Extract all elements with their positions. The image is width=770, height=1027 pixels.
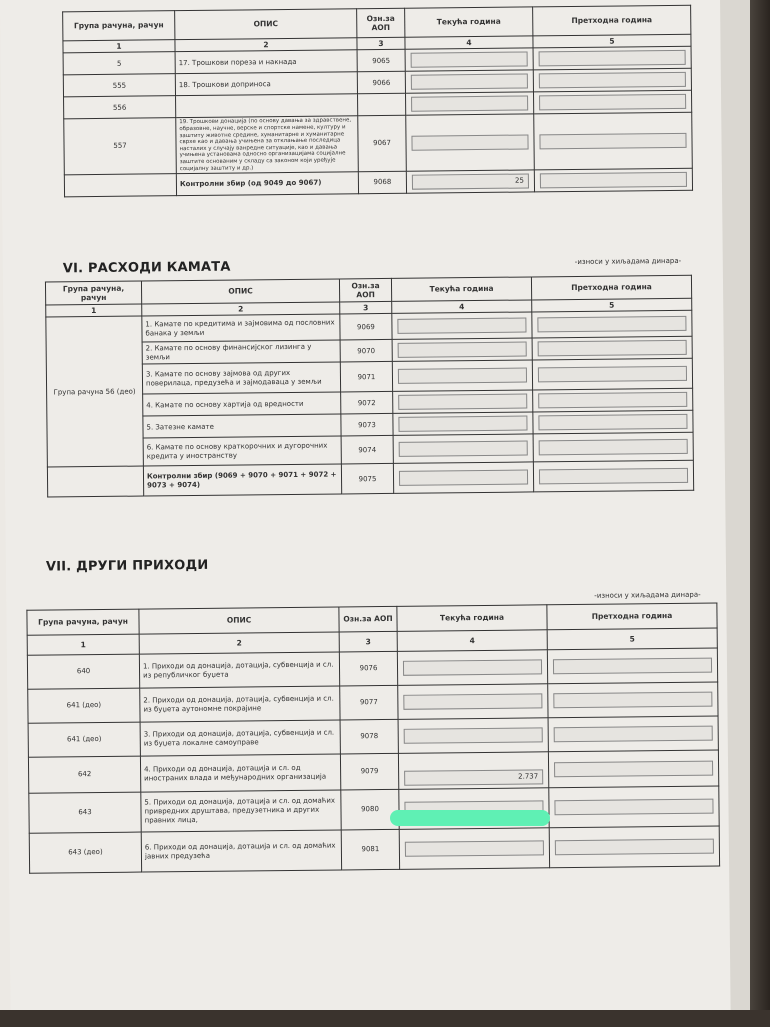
previous-year-input[interactable] <box>537 316 686 333</box>
current-year-input[interactable] <box>398 368 527 384</box>
previous-year-input[interactable] <box>539 439 688 456</box>
header-aop: Озн.за АОП <box>357 8 405 38</box>
colnum: 2 <box>175 38 357 52</box>
desc-cell: 19. Трошкови донација (по основу давања за здравствене, образовне, научне, верске и спортске намене, културу и заштиту животне средине, хуманитарне и хуманитарне сврхе као и давања учињена за отклањање последица насталих у случају ванредне ситуације, као и давања учињена установама односно организацијама социјалне заштите основаним у складу са законом који уређује социјалну заштиту и др.) <box>176 116 359 174</box>
colnum: 5 <box>532 298 692 312</box>
current-year-input[interactable] <box>399 470 528 486</box>
aop-cell: 9080 <box>341 789 399 830</box>
header-previous: Претходна година <box>547 603 717 630</box>
group-cell: 557 <box>64 118 177 175</box>
group-cell <box>47 466 143 497</box>
aop-cell: 9068 <box>358 171 406 194</box>
aop-cell: 9078 <box>340 719 398 754</box>
group-cell: 641 (део) <box>28 688 140 723</box>
previous-year-input[interactable] <box>539 94 686 111</box>
desc-cell: 6. Камате по основу краткорочних и дугорочних кредита у иностранству <box>143 436 341 466</box>
colnum: 5 <box>547 628 717 650</box>
desc-cell: 6. Приходи од донација, дотација и сл. од домаћих јавних предузећа <box>141 830 341 872</box>
current-year-input[interactable] <box>405 840 544 856</box>
table-surface <box>0 1010 770 1027</box>
header-group: Група рачуна, рачун <box>27 609 139 635</box>
group-cell: Група рачуна 56 (део) <box>46 316 144 467</box>
desc-cell: 17. Трошкови пореза и накнада <box>175 50 357 74</box>
table-row <box>29 826 719 873</box>
colnum: 3 <box>340 301 392 314</box>
group-cell: 5 <box>63 52 175 75</box>
group-cell: 643 <box>29 792 141 833</box>
desc-cell: 3. Камате по основу зајмова од других поверилаца, предузећа и зајмодаваца у земљи <box>142 362 340 394</box>
colnum: 3 <box>339 631 397 652</box>
previous-year-input[interactable] <box>554 761 713 778</box>
current-year-input[interactable] <box>411 135 528 151</box>
previous-year-input[interactable] <box>539 72 686 89</box>
desc-cell: 3. Приходи од донација, дотација, субвенција и сл. из буџета локалне самоуправе <box>140 720 340 756</box>
colnum: 1 <box>46 304 142 317</box>
highlight-redaction <box>390 810 550 826</box>
colnum: 3 <box>357 37 405 50</box>
current-year-input[interactable]: 2.737 <box>404 769 543 785</box>
desc-cell: 1. Камате по кредитима и зајмовима од пословних банака у земљи <box>142 314 340 342</box>
desc-cell: 4. Камате по основу хартија од вредности <box>143 392 341 416</box>
aop-cell: 9065 <box>357 50 405 73</box>
aop-cell: 9070 <box>340 340 392 363</box>
previous-year-input[interactable] <box>538 392 687 409</box>
aop-cell: 9074 <box>341 436 393 465</box>
header-desc: ОПИС <box>175 9 357 40</box>
current-year-input[interactable] <box>404 727 543 743</box>
section-v-table <box>62 5 693 198</box>
previous-year-input[interactable] <box>539 133 686 150</box>
section-vi-table <box>45 275 694 498</box>
aop-cell: 9073 <box>341 414 393 437</box>
colnum: 2 <box>139 632 339 654</box>
section-vii-unit-note: -износи у хиљадама динара- <box>594 590 701 600</box>
header-aop: Озн.за АОП <box>339 606 397 632</box>
current-year-input[interactable] <box>411 96 528 112</box>
colnum: 4 <box>392 300 532 314</box>
previous-year-input[interactable] <box>540 172 687 189</box>
previous-year-input[interactable] <box>554 726 713 743</box>
current-year-input[interactable] <box>399 441 528 457</box>
current-year-input[interactable] <box>403 659 542 675</box>
header-previous: Претходна година <box>531 275 691 300</box>
current-year-input[interactable] <box>397 318 526 334</box>
aop-cell: 9066 <box>357 72 405 95</box>
group-cell: 555 <box>63 74 175 97</box>
control-sum-label: Контролни збир (од 9049 до 9067) <box>176 172 358 196</box>
current-year-input[interactable] <box>411 74 528 90</box>
desc-cell: 5. Приходи од донација, дотација и сл. од домаћих привредних друштава, предузетника и других правних лица, <box>141 790 341 832</box>
desc-cell <box>176 94 358 118</box>
desc-cell: 5. Затезне камате <box>143 414 341 438</box>
aop-cell: 9071 <box>340 362 392 393</box>
section-vii-table <box>26 603 720 874</box>
previous-year-input[interactable] <box>553 658 712 675</box>
current-year-input[interactable] <box>398 416 527 432</box>
header-group: Група рачуна, рачун <box>63 11 175 41</box>
header-desc: ОПИС <box>141 279 339 304</box>
aop-cell: 9069 <box>340 314 392 341</box>
header-desc: ОПИС <box>139 607 339 634</box>
current-year-input[interactable] <box>398 342 527 358</box>
desc-cell: 18. Трошкови доприноса <box>175 72 357 96</box>
current-year-input[interactable]: 25 <box>412 174 529 190</box>
group-cell: 640 <box>27 654 139 689</box>
header-group: Група рачуна, рачун <box>45 281 141 305</box>
desc-cell: 2. Камате по основу финансијског лизинга у земљи <box>142 340 340 364</box>
previous-year-input[interactable] <box>555 839 714 856</box>
current-year-input[interactable] <box>398 394 527 410</box>
header-previous: Претходна година <box>533 5 691 36</box>
section-vi-unit-note: -износи у хиљадама динара- <box>574 256 682 266</box>
table-row <box>47 461 693 498</box>
aop-cell: 9077 <box>340 685 398 720</box>
group-cell: 642 <box>28 756 140 793</box>
aop-cell: 9079 <box>340 753 398 790</box>
aop-cell: 9072 <box>341 392 393 415</box>
desc-cell: 2. Приходи од донација, дотација, субвенција и сл. из буџета аутономне покрајине <box>140 686 340 722</box>
header-current: Текућа година <box>397 605 547 632</box>
colnum: 2 <box>142 302 340 316</box>
current-year-input[interactable] <box>403 693 542 709</box>
previous-year-input[interactable] <box>539 50 686 67</box>
group-cell: 643 (део) <box>29 832 141 873</box>
colnum: 5 <box>533 34 691 48</box>
previous-year-input[interactable] <box>553 692 712 709</box>
aop-cell <box>358 94 406 117</box>
colnum: 4 <box>397 630 547 652</box>
aop-cell: 9081 <box>341 829 399 870</box>
header-current: Текућа година <box>391 277 531 301</box>
previous-year-input[interactable] <box>554 799 713 816</box>
desc-cell: 4. Приходи од донација, дотација и сл. од иностраних влада и међународних организација <box>140 754 340 792</box>
colnum: 1 <box>27 634 139 655</box>
desc-cell: 1. Приходи од донација, дотација, субвенција и сл. из републичког буџета <box>139 652 339 688</box>
header-current: Текућа година <box>405 7 533 37</box>
current-year-input[interactable] <box>411 52 528 68</box>
aop-cell: 9067 <box>358 116 407 172</box>
group-cell <box>64 174 176 197</box>
section-vi-title: VI. РАСХОДИ КАМАТА <box>62 259 231 277</box>
aop-cell: 9076 <box>339 651 397 686</box>
aop-cell: 9075 <box>341 464 393 495</box>
header-aop: Озн.за АОП <box>339 278 391 302</box>
previous-year-input[interactable] <box>538 366 687 383</box>
section-vii-title: VII. ДРУГИ ПРИХОДИ <box>45 557 209 575</box>
colnum: 1 <box>63 40 175 54</box>
group-cell: 641 (део) <box>28 722 140 757</box>
colnum: 4 <box>405 36 533 50</box>
group-cell: 556 <box>64 96 176 119</box>
previous-year-input[interactable] <box>538 340 687 357</box>
previous-year-input[interactable] <box>538 414 687 431</box>
control-sum-label: Контролни збир (9069 + 9070 + 9071 + 9072 + 9073 + 9074) <box>143 464 341 496</box>
table-row <box>64 113 693 175</box>
previous-year-input[interactable] <box>539 468 688 485</box>
